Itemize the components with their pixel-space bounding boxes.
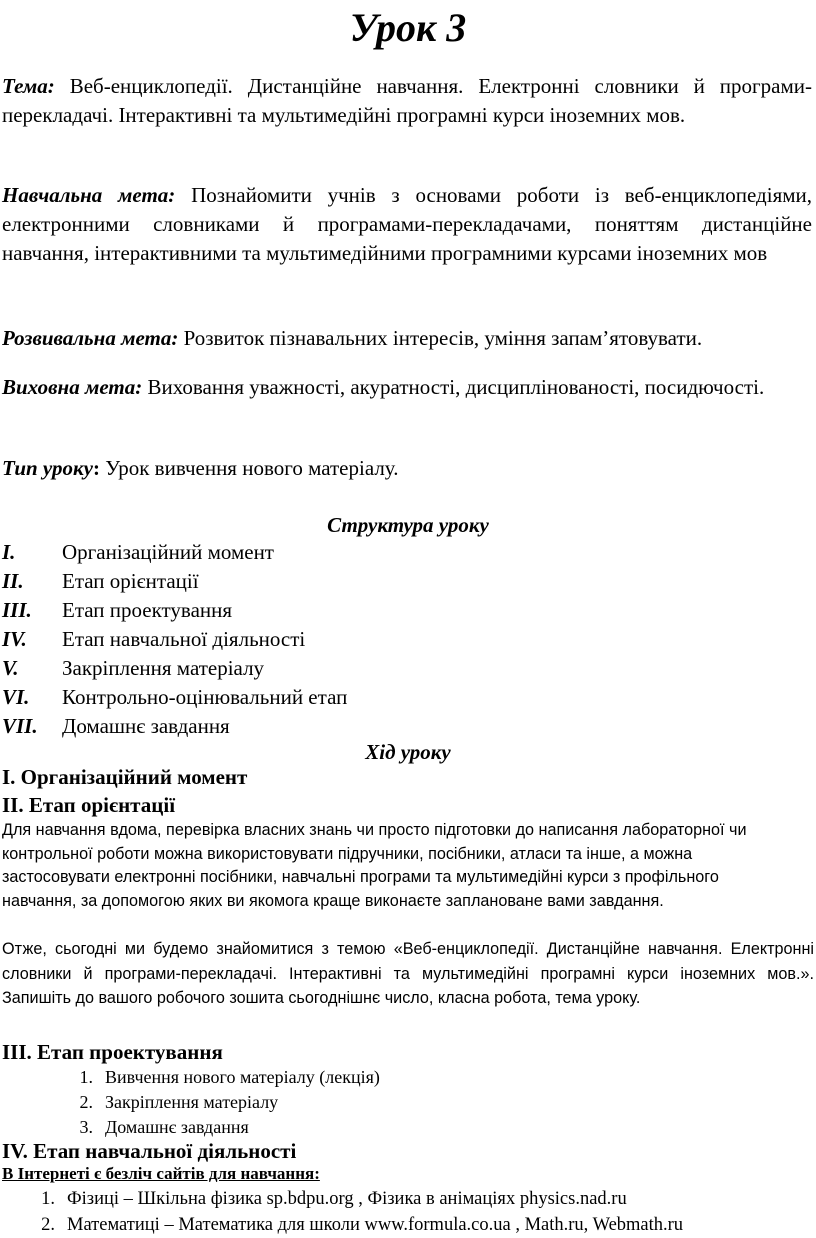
- sites-heading: В Інтернеті є безліч сайтів для навчання:: [2, 1164, 320, 1183]
- list-item-text: Закріплення матеріалу: [105, 1092, 279, 1112]
- list-item-text: Фізиці – Шкільна фізика sp.bdpu.org , Фізика в анімаціях physics.nad.ru: [67, 1189, 627, 1209]
- lesson-type-text: Урок вивчення нового матеріалу.: [105, 456, 399, 480]
- topic-text: Веб-енциклопедії. Дистанційне навчання. Електронні словники й програми-перекладачі. Інтерактивні та мультимедійні програмні курси іноземних мов.: [2, 74, 813, 127]
- structure-item-number: III.: [2, 598, 32, 622]
- structure-item: [2, 596, 702, 625]
- list-item: [60, 1090, 380, 1115]
- educational-goal-label: Навчальна мета:: [2, 183, 176, 207]
- list-item-number: 2.: [41, 1215, 55, 1235]
- structure-item-number: VII.: [2, 714, 38, 738]
- structure-item-number: II.: [2, 569, 24, 593]
- structure-item: [2, 538, 702, 567]
- list-item-text: Вивчення нового матеріалу (лекція): [105, 1067, 380, 1087]
- section-heading-design: III. Етап проектування: [2, 1040, 223, 1064]
- structure-item: [2, 625, 702, 654]
- structure-item: [2, 683, 702, 712]
- orientation-paragraph-1: Для навчання вдома, перевірка власних знань чи просто підготовки до написання лабораторної чи контрольної роботи можна використовувати підручники, посібники, атласи та інше, а можна застосовувати електронні посібники, навчальні програми та мультимедійні курси з профільного навчання, за допомогою яких ви якомога краще виконаєте заплановане вами завдання.: [2, 821, 747, 910]
- structure-item-text: Закріплення матеріалу: [62, 656, 265, 680]
- list-item-number: 3.: [79, 1117, 93, 1137]
- lesson-type-colon: :: [92, 456, 100, 480]
- topic-label: Тема:: [2, 74, 55, 98]
- structure-item-text: Домашнє завдання: [62, 714, 230, 738]
- structure-item-number: I.: [2, 540, 16, 564]
- lesson-type-label: Тип уроку: [2, 456, 93, 480]
- section-heading-learning-activity: IV. Етап навчальної діяльності: [2, 1139, 297, 1163]
- educational-goal-text: Познайомити учнів з основами роботи із веб-енциклопедіями, електронними словниками й програмами-перекладачами, поняттям дистанційне навчання, інтерактивними та мультимедійними програмними курсами іноземних мов: [2, 183, 813, 265]
- lesson-title: Урок 3: [349, 5, 467, 50]
- structure-item: [2, 654, 702, 683]
- section-heading-orientation: II. Етап орієнтації: [2, 793, 176, 817]
- lesson-type-paragraph: [2, 454, 812, 483]
- developmental-goal-paragraph: [2, 324, 812, 353]
- structure-item-number: IV.: [2, 627, 27, 651]
- upbringing-goal-paragraph: [2, 373, 812, 402]
- lesson-progress-heading: Хід уроку: [365, 740, 451, 764]
- sites-list: [25, 1186, 683, 1238]
- list-item-number: 1.: [41, 1189, 55, 1209]
- orientation-paragraph-2: Отже, сьогодні ми будемо знайомитися з темою «Веб-енциклопедії. Дистанційне навчання. Електронні словники й програми-перекладачі. Інтерактивні та мультимедійні програмні курси іноземних мов.». Запишіть до вашого робочого зошита сьогоднішнє число, класна робота, тема уроку.: [2, 940, 814, 1007]
- list-item-number: 2.: [79, 1092, 93, 1112]
- structure-item-text: Етап проектування: [62, 598, 233, 622]
- list-item: [60, 1115, 380, 1140]
- list-item-number: 1.: [79, 1067, 93, 1087]
- list-item: [25, 1186, 683, 1212]
- structure-item-text: Контрольно-оцінювальний етап: [62, 685, 348, 709]
- structure-list: [2, 538, 702, 741]
- developmental-goal-label: Розвивальна мета:: [2, 326, 179, 350]
- list-item: [25, 1212, 683, 1238]
- structure-heading: Структура уроку: [327, 513, 489, 537]
- upbringing-goal-label: Виховна мета:: [2, 375, 143, 399]
- section-heading-organizational: I. Організаційний момент: [2, 765, 248, 789]
- developmental-goal-text: Розвиток пізнавальних інтересів, уміння запам’ятовувати.: [183, 326, 703, 350]
- list-item-text: Домашнє завдання: [105, 1117, 249, 1137]
- structure-item-number: VI.: [2, 685, 30, 709]
- structure-item: [2, 712, 702, 741]
- structure-item: [2, 567, 702, 596]
- list-item: [60, 1065, 380, 1090]
- upbringing-goal-text: Виховання уважності, акуратності, дисциплінованості, посидючості.: [147, 375, 765, 399]
- structure-item-number: V.: [2, 656, 19, 680]
- list-item-text: Математиці – Математика для школи www.formula.co.ua , Math.ru, Webmath.ru: [67, 1215, 684, 1235]
- topic-paragraph: [2, 72, 812, 130]
- educational-goal-paragraph: [2, 181, 812, 268]
- structure-item-text: Етап навчальної діяльності: [62, 627, 306, 651]
- structure-item-text: Етап орієнтації: [62, 569, 199, 593]
- design-plan-list: [60, 1065, 380, 1140]
- structure-item-text: Організаційний момент: [62, 540, 274, 564]
